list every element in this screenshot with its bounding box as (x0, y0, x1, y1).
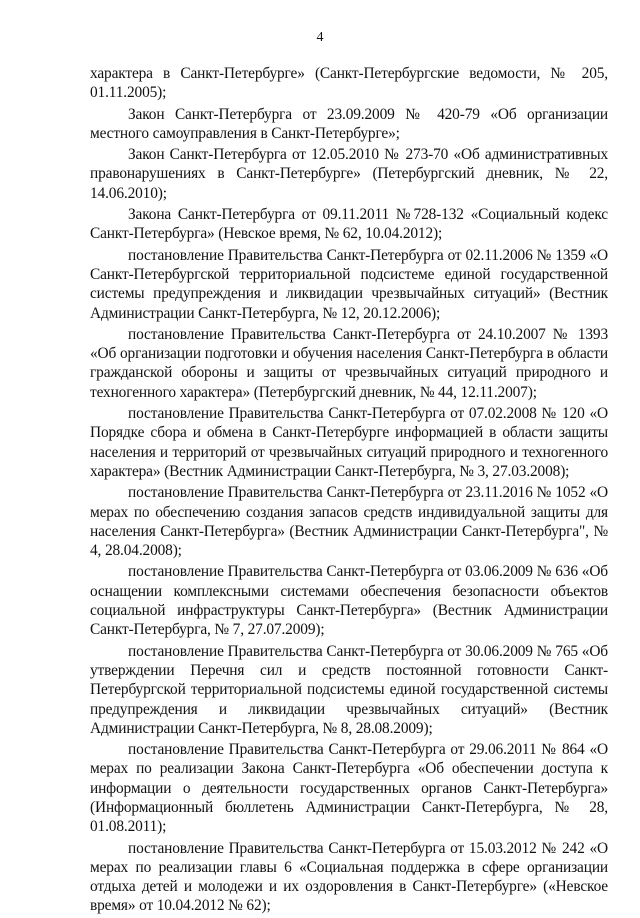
paragraph-law-273-70: Закон Санкт-Петербурга от 12.05.2010 № 273-70 «Об административных правонарушениях в Санкт-Петербурге» (Петербургский дневник, № 22, 14.06.2010); (90, 146, 608, 202)
paragraph-law-728-132: Закона Санкт-Петербурга от 09.11.2011 №728-132 «Социальный кодекс Санкт-Петербурга» (Невское время, № 62, 10.04.2012); (90, 206, 608, 243)
paragraph-continuation: характера в Санкт-Петербурге» (Санкт-Петербургские ведомости, № 205, 01.11.2005); (90, 65, 608, 102)
paragraph-resolution-1393: постановление Правительства Санкт-Петербурга от 24.10.2007 № 1393 «Об организации подготовки и обучения населения Санкт-Петербурга в области гражданской обороны и защиты от чрезвычайных ситуаций природного и техногенного характера» (Петербургский дневник, № 44, 12.11.2007); (90, 325, 608, 401)
paragraph-resolution-636: постановление Правительства Санкт-Петербурга от 03.06.2009 № 636 «Об оснащении комплексными системами обеспечения безопасности объектов социальной инфраструктуры Санкт-Петербурга» (Вестник Администрации Санкт-Петербурга, № 7, 27.07.2009); (90, 563, 608, 639)
paragraph-resolution-1359: постановление Правительства Санкт-Петербурга от 02.11.2006 № 1359 «О Санкт-Петербургской территориальной подсистеме единой государственной системы предупреждения и ликвидации чрезвычайных ситуаций» (Вестник Администрации Санкт-Петербурга, № 12, 20.12.2006); (90, 246, 608, 322)
page-number: 4 (316, 30, 324, 45)
paragraph-resolution-1052: постановление Правительства Санкт-Петербурга от 23.11.2016 № 1052 «О мерах по обеспечению создания запасов средств индивидуальной защиты для населения Санкт-Петербурга» (Вестник Администрации Санкт-Петербурга", № 4, 28.04.2008); (90, 484, 608, 560)
paragraph-resolution-242: постановление Правительства Санкт-Петербурга от 15.03.2012 № 242 «О мерах по реализации главы 6 «Социальная поддержка в сфере организации отдыха детей и молодежи и их оздоровления в Санкт-Петербурге» («Невское время» от 10.04.2012 № 62); (90, 839, 608, 915)
document-body (90, 64, 608, 918)
paragraph-resolution-120: постановление Правительства Санкт-Петербурга от 07.02.2008 № 120 «О Порядке сбора и обмена в Санкт-Петербурге информацией в области защиты населения и территорий от чрезвычайных ситуаций природного и техногенного характера» (Вестник Администрации Санкт-Петербурга, № 3, 27.03.2008); (90, 405, 608, 480)
paragraph-resolution-765: постановление Правительства Санкт-Петербурга от 30.06.2009 № 765 «Об утверждении Перечня сил и средств постоянной готовности Санкт-Петербургской территориальной подсистемы единой государственной системы предупреждения и ликвидации чрезвычайных ситуаций» (Вестник Администрации Санкт-Петербурга, № 8, 28.08.2009); (90, 642, 608, 737)
paragraph-resolution-864: постановление Правительства Санкт-Петербурга от 29.06.2011 № 864 «О мерах по реализации Закона Санкт-Петербурга «Об обеспечении доступа к информации о деятельности государственных органов Санкт-Петербурга» (Информационный бюллетень Администрации Санкт-Петербурга, № 28, 01.08.2011); (90, 741, 608, 836)
paragraph-law-420-79: Закон Санкт-Петербурга от 23.09.2009 № 420-79 «Об организации местного самоуправления в Санкт-Петербурге»; (90, 105, 608, 142)
